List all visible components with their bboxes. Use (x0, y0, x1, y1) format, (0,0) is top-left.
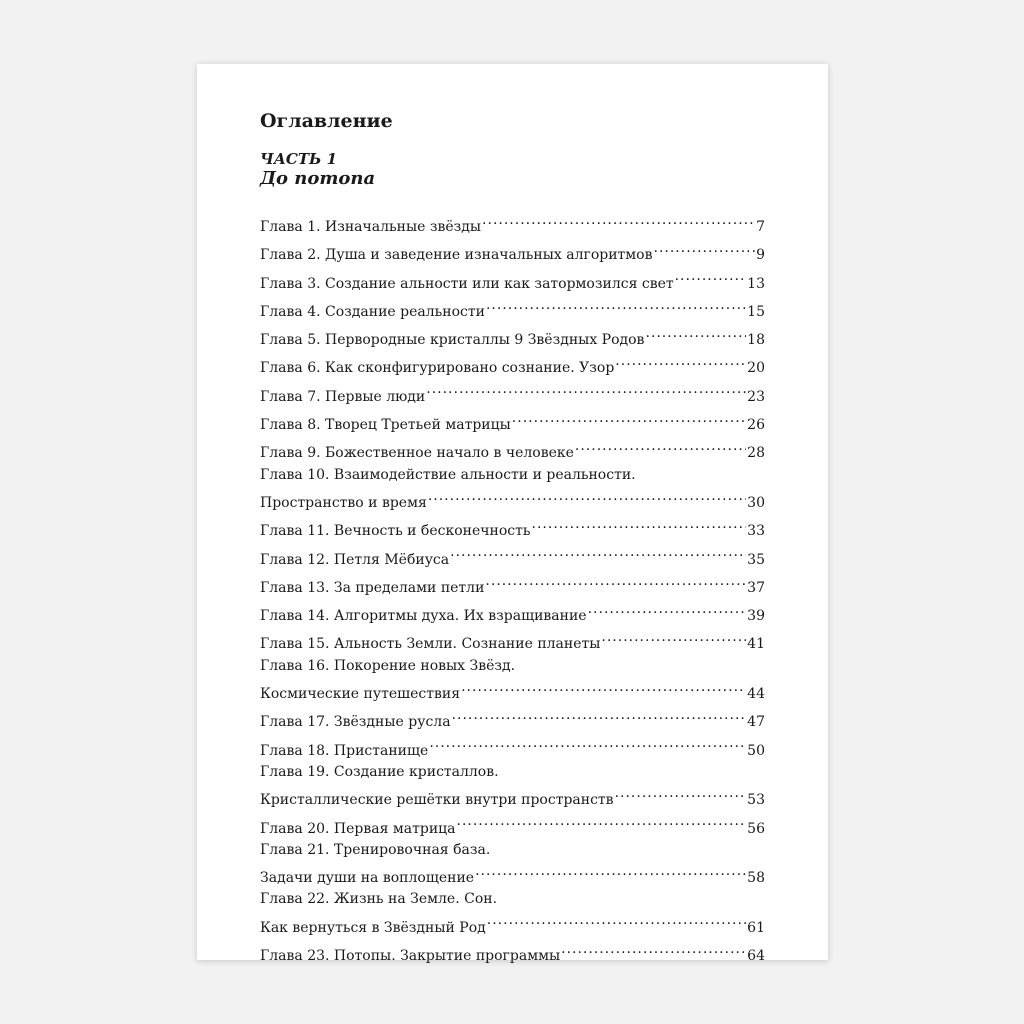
toc-entry-text: Глава 22. Жизнь на Земле. Сон. (260, 891, 498, 908)
toc-entry-page: 47 (747, 714, 765, 731)
toc-entry-text: Глава 17. Звёздные русла (260, 714, 451, 731)
toc-entry-page: 30 (747, 494, 765, 511)
toc-entry (260, 238, 765, 266)
toc-entry-text: Глава 4. Создание реальности (260, 303, 485, 320)
dot-leader (654, 238, 756, 259)
dot-leader (485, 571, 746, 592)
toc-entry-page: 56 (747, 820, 765, 837)
toc-entry (260, 939, 765, 967)
toc-entry (260, 436, 765, 464)
toc-entry-text: Пространство и время (260, 494, 427, 511)
dot-leader (429, 734, 746, 755)
toc-entry-page: 15 (747, 303, 765, 320)
toc-entry (260, 762, 765, 783)
toc-entry-text: Глава 14. Алгоритмы духа. Их взращивание (260, 608, 587, 625)
dot-leader (532, 514, 747, 535)
toc-entry (260, 861, 765, 889)
dot-leader (452, 705, 747, 726)
dot-leader (615, 351, 746, 372)
toc-entry-page: 41 (747, 636, 765, 653)
dot-leader (450, 543, 746, 564)
toc-entry-text: Глава 1. Изначальные звёзды (260, 219, 482, 235)
toc-list (260, 210, 765, 967)
toc-entry-text: Глава 8. Творец Третьей матрицы (260, 417, 511, 434)
toc-entry-page: 53 (747, 792, 765, 809)
dot-leader (645, 323, 746, 344)
dot-leader (482, 210, 755, 231)
toc-entry-text: Глава 23. Потопы. Закрытие программы (260, 948, 561, 965)
toc-entry (260, 677, 765, 705)
toc-entry-page: 64 (747, 948, 765, 965)
dot-leader (487, 911, 746, 932)
dot-leader (675, 267, 747, 288)
toc-entry-page: 23 (747, 388, 765, 405)
toc-entry-text: Кристаллические решётки внутри пространств (260, 792, 614, 809)
dot-leader (588, 599, 747, 620)
toc-entry (260, 408, 765, 436)
toc-entry-text: Глава 10. Взаимодействие альности и реальности. (260, 466, 636, 483)
toc-entry (260, 840, 765, 861)
toc-entry (260, 486, 765, 514)
dot-leader (486, 295, 746, 316)
toc-content (260, 109, 765, 967)
toc-entry-page: 61 (747, 919, 765, 936)
toc-entry (260, 889, 765, 910)
toc-entry-page: 44 (747, 686, 765, 703)
dot-leader (426, 380, 746, 401)
dot-leader (457, 812, 747, 833)
toc-entry (260, 465, 765, 486)
toc-entry (260, 599, 765, 627)
toc-entry-page: 37 (747, 579, 765, 596)
dot-leader (512, 408, 746, 429)
toc-entry-page: 18 (747, 332, 765, 349)
dot-leader (615, 783, 747, 804)
toc-entry-page: 13 (747, 275, 765, 292)
toc-entry-text: Глава 7. Первые люди (260, 388, 426, 405)
toc-entry-page: 50 (747, 742, 765, 759)
toc-entry (260, 210, 765, 238)
toc-entry-text: Глава 16. Покорение новых Звёзд. (260, 657, 516, 674)
toc-entry (260, 627, 765, 655)
toc-entry-page: 39 (747, 608, 765, 625)
toc-entry (260, 734, 765, 762)
document-page (197, 64, 828, 965)
toc-entry-page: 35 (747, 551, 765, 568)
toc-entry-text: Задачи души на воплощение (260, 870, 475, 887)
toc-entry (260, 812, 765, 840)
toc-entry (260, 911, 765, 939)
toc-entry-text: Глава 19. Создание кристаллов. (260, 763, 499, 780)
toc-entry-text: Глава 13. За пределами петли (260, 579, 485, 596)
dot-leader (428, 486, 746, 507)
toc-entry-page: 33 (747, 523, 765, 540)
toc-entry-page: 20 (747, 360, 765, 377)
toc-entry (260, 514, 765, 542)
toc-entry (260, 380, 765, 408)
toc-entry-page: 9 (756, 247, 765, 264)
toc-entry-text: Глава 20. Первая матрица (260, 820, 456, 837)
part-title: До потопа (260, 168, 376, 189)
toc-entry (260, 351, 765, 379)
toc-entry-text: Глава 3. Создание альности или как затормозился свет (260, 275, 674, 292)
dot-leader (601, 627, 746, 648)
toc-entry (260, 656, 765, 677)
toc-entry-text: Глава 6. Как сконфигурировано сознание. Узор (260, 360, 615, 377)
toc-entry-page: 7 (756, 219, 765, 235)
toc-entry (260, 571, 765, 599)
toc-entry-text: Глава 21. Тренировочная база. (260, 841, 491, 858)
toc-entry (260, 783, 765, 811)
toc-entry (260, 543, 765, 571)
dot-leader (461, 677, 746, 698)
dot-leader (561, 939, 746, 960)
toc-entry-page: 28 (747, 445, 765, 462)
dot-leader (475, 861, 746, 882)
toc-title: Оглавление (260, 110, 393, 132)
dot-leader (575, 436, 746, 457)
toc-entry (260, 323, 765, 351)
toc-entry-text: Глава 15. Альность Земли. Сознание планеты (260, 636, 601, 653)
toc-entry-text: Глава 12. Петля Мёбиуса (260, 551, 450, 568)
toc-entry-page: 58 (747, 870, 765, 887)
toc-entry-text: Глава 2. Душа и заведение изначальных алгоритмов (260, 247, 653, 264)
toc-entry (260, 267, 765, 295)
toc-entry-page: 26 (747, 417, 765, 434)
toc-entry-text: Глава 11. Вечность и бесконечность (260, 523, 531, 540)
toc-entry (260, 295, 765, 323)
toc-entry-text: Глава 18. Пристанище (260, 742, 429, 759)
toc-entry-text: Глава 5. Первородные кристаллы 9 Звёздных Родов (260, 332, 645, 349)
toc-entry-text: Глава 9. Божественное начало в человеке (260, 445, 574, 462)
toc-entry-text: Как вернуться в Звёздный Род (260, 919, 486, 936)
toc-entry-text: Космические путешествия (260, 686, 461, 703)
part-label: ЧАСТЬ 1 (260, 150, 338, 168)
toc-entry (260, 705, 765, 733)
